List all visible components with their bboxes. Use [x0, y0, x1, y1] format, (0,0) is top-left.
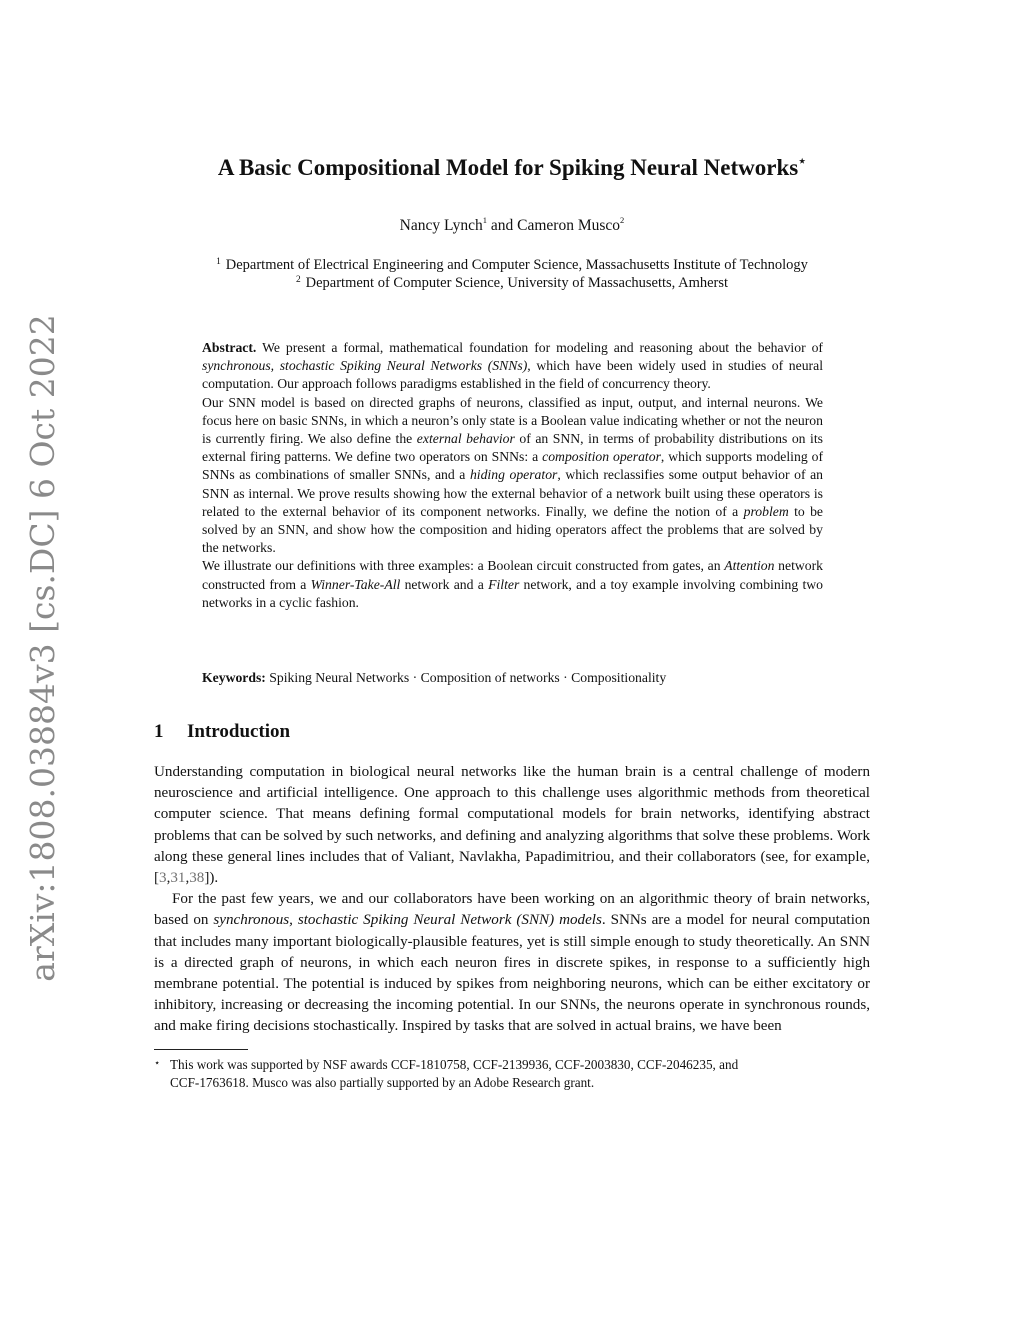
footnote-divider	[154, 1049, 248, 1050]
section-heading	[154, 720, 290, 744]
abstract-text: to be solved by an SNN, and show how the composition and hiding operators affect the problems that are solved by the networks.	[202, 503, 823, 556]
abstract-text: network, and a toy example involving combining two networks in a cyclic fashion.	[202, 576, 823, 610]
abstract	[202, 339, 823, 612]
citation-bracket: ]	[204, 870, 210, 887]
author-name: Cameron Musco	[517, 217, 621, 234]
footnote-line	[154, 1055, 870, 1074]
abstract-emphasis: Filter	[488, 576, 520, 592]
abstract-paragraph	[202, 394, 823, 558]
abstract-text: , which reclassifies some output behavior of an SNN as internal. We prove results showing how the external behavior of a network built using these operators is related to the external behavior of its component networks. Finally, we define the notion of a	[202, 467, 824, 519]
citation-separator: ,	[166, 870, 171, 887]
abstract-text: , which have been widely used in studies of neural computation. Our approach follows paradigms established in the field of concurrency theory.	[202, 358, 823, 392]
arxiv-identifier: arXiv:1808.03884v3 [cs.DC] 6 Oct 2022	[23, 314, 62, 982]
footnote	[154, 1055, 870, 1093]
abstract-emphasis: synchronous, stochastic Spiking Neural Networks (SNNs)	[202, 358, 528, 374]
footnote-mark: ⋆	[154, 1058, 161, 1069]
footnote-text: CCF-1763618. Musco was also partially supported by an Adobe Research grant.	[170, 1075, 595, 1091]
keywords-label: Keywords:	[202, 670, 266, 685]
section-number: 1	[154, 721, 164, 742]
citation-link[interactable]: 31	[170, 870, 186, 887]
body-paragraph	[154, 762, 870, 889]
affiliation	[154, 256, 870, 274]
affiliation	[154, 274, 870, 292]
abstract-text: , which supports modeling of SNNs as combinations of smaller SNNs, and a	[202, 449, 823, 483]
keywords-text: Spiking Neural Networks · Composition of networks · Compositionality	[265, 670, 667, 685]
title-text: A Basic Compositional Model for Spiking Neural Networks	[217, 155, 799, 180]
citation-bracket: [	[154, 870, 160, 887]
citation-separator: ,	[185, 870, 190, 887]
author-name: Nancy Lynch	[399, 217, 483, 234]
abstract-emphasis: composition operator	[542, 449, 661, 465]
footnote-line	[154, 1074, 870, 1092]
introduction-body	[154, 762, 870, 1038]
keywords	[202, 669, 823, 687]
abstract-text: We present a formal, mathematical foundation for modeling and reasoning about the behavior of	[256, 340, 823, 355]
citation-link[interactable]: 3	[159, 870, 167, 887]
body-text: For the past few years, we and our collaborators have been working on an algorithmic theory of brain networks, based on	[154, 891, 870, 929]
body-paragraph	[154, 889, 870, 1037]
abstract-text: network constructed from a	[202, 558, 823, 592]
abstract-emphasis: hiding operator	[469, 467, 558, 483]
affiliation-mark: 1	[216, 256, 221, 267]
abstract-text: Our SNN model is based on directed graphs of neurons, classified as input, output, and internal neurons. We focus here on basic SNNs, in which a neuron’s only state is a Boolean value indicating whether or not the neuron is currently firing. We also define the	[202, 394, 823, 447]
abstract-emphasis: Winner-Take-All	[310, 576, 401, 592]
abstract-emphasis: Attention	[724, 558, 775, 574]
affiliation-mark: 2	[295, 274, 301, 285]
footnote-text: This work was supported by NSF awards CCF-1810758, CCF-2139936, CCF-2003830, CCF-2046235, and	[170, 1057, 739, 1072]
affiliations	[154, 256, 870, 292]
title-footnote-mark: ⋆	[798, 153, 807, 168]
paper-title	[154, 154, 870, 182]
abstract-label: Abstract.	[202, 340, 257, 355]
abstract-paragraph	[202, 557, 823, 612]
abstract-emphasis: external behavior	[416, 431, 515, 447]
author-connector: and	[487, 217, 518, 234]
citation-link[interactable]: 38	[189, 870, 205, 887]
abstract-text: network and a	[400, 576, 489, 592]
abstract-text: We illustrate our definitions with three examples: a Boolean circuit constructed from gates, an	[202, 558, 725, 574]
abstract-text: of an SNN, in terms of probability distributions on its external firing patterns. We define two operators on SNNs: a	[202, 431, 823, 465]
body-text: ).	[209, 870, 219, 887]
affiliation-text: Department of Electrical Engineering and Computer Science, Massachusetts Institute of Technology	[225, 257, 808, 273]
affiliation-mark: 1	[482, 215, 488, 226]
author-list	[154, 216, 870, 236]
citation[interactable]	[154, 870, 209, 886]
affiliation-mark: 2	[620, 215, 625, 226]
abstract-emphasis: problem	[743, 503, 789, 519]
body-text: Understanding computation in biological neural networks like the human brain is a central challenge of modern neuroscience and artificial intelligence. One approach to this challenge uses algorithmic methods from theoretical computer science. That means defining formal computational models for brain networks, identifying abstract problems that can be solved by such networks, and defining and analyzing algorithms that solve these problems. Work along these general lines includes that of Valiant, Navlakha, Papadimitriou, and their collaborators (see, for example,	[154, 764, 870, 865]
body-emphasis: synchronous, stochastic Spiking Neural Network (SNN) models	[213, 912, 602, 929]
section-title: Introduction	[187, 721, 291, 742]
body-text: . SNNs are a model for neural computation that includes many important biologically-plausible features, yet is still simple enough to study theoretically. An SNN is a directed graph of neurons, in which each neuron fires in discrete spikes, in response to a sufficiently high membrane potential. The potential is induced by spikes from neighboring neurons, which can be either excitatory or inhibitory, increasing or decreasing the incoming potential. In our SNNs, the neurons operate in synchronous rounds, and make firing decisions stochastically. Inspired by tasks that are solved in actual brains, we have been	[154, 912, 870, 1035]
abstract-paragraph	[202, 339, 823, 394]
affiliation-text: Department of Computer Science, University of Massachusetts, Amherst	[305, 275, 729, 291]
